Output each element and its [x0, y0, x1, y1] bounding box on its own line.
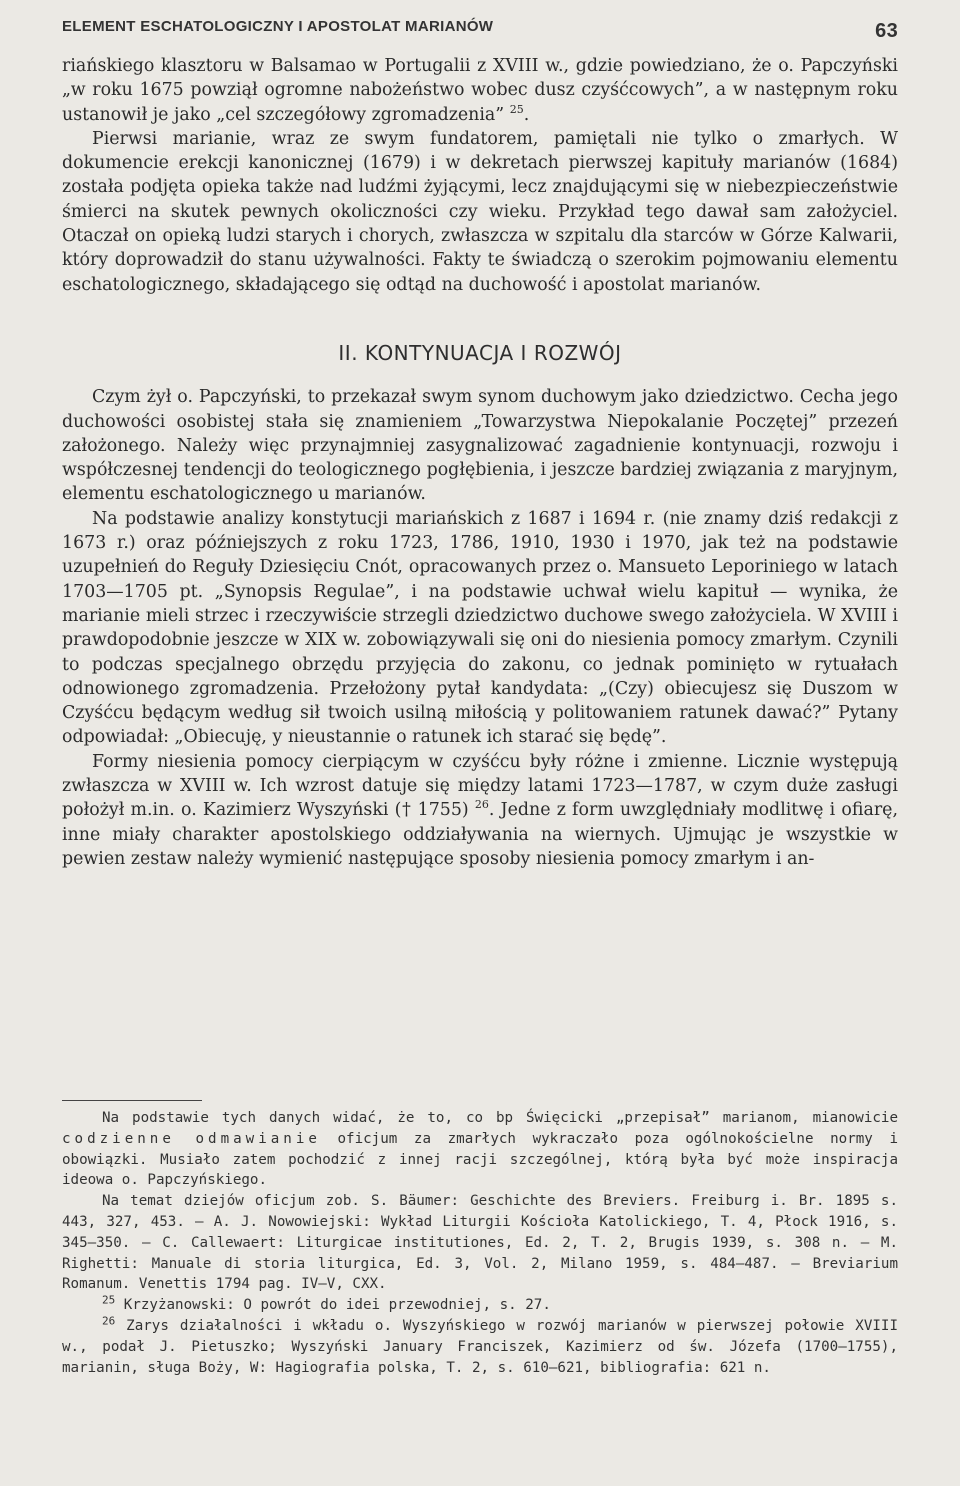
paragraph [62, 54, 898, 127]
paragraph: Czym żył o. Papczyński, to przekazał swym synom duchowym jako dziedzictwo. Cecha jego duchowości osobistej stała się znamieniem „Towarzystwa Niepokalanie Poczętej” przezeń założonego. Należy więc przynajmniej zasygnalizować zagadnienie kontynuacji, rozwoju i współczesnej tendencji do teologicznego pogłębienia, i jeszcze bardziej związania z maryjnym, elementu eschatologicznego u marianów. [62, 387, 898, 505]
section-heading: II. KONTYNUACJA I ROZWÓJ [338, 340, 622, 365]
paragraph-text: riańskiego klasztoru w Balsamao w Portugalii z XVIII w., gdzie powiedziano, że o. Papczyński „w roku 1675 powziął ogromne nabożeństwo wobec dusz czyśćcowych”, a w następnym roku ustanowił je jako „cel szczegółowy zgromadzenia” [62, 56, 898, 125]
paragraph: Pierwsi marianie, wraz ze swym fundatorem, pamiętali nie tylko o zmarłych. W dokumencie erekcji kanonicznej (1679) i w dekretach pierwszej kapituły marianów (1684) została podjęta opieka także nad ludźmi żyjącymi, lecz znajdującymi się w niebezpieczeństwie śmierci na skutek pewnych okoliczności czy wieku. Przykład tego dawał sam założyciel. Otaczał on opieką ludzi starych i chorych, zwłaszcza w szpitalu dla starców w Górze Kalwarii, który doprowadził do stanu używalności. Fakty te świadczą o szerokim pojmowaniu elementu eschatologicznego, składającego się odtąd na duchowość i apostolat marianów. [62, 128, 898, 295]
page-number: 63 [875, 20, 898, 42]
footnote-ref-26: 26 [474, 798, 489, 812]
main-text [62, 54, 898, 871]
running-title: ELEMENT ESCHATOLOGICZNY I APOSTOLAT MARIANÓW [62, 18, 494, 35]
paragraph-text: . Jedne z form uwzględniały modlitwę i ofiarę, inne miały charakter apostolskiego oddziaływania na wiernych. Ujmując je wszystkie w pewien zestaw należy wymienić następujące sposoby niesienia pomocy zmarłym i an- [62, 800, 898, 869]
footnote-rule [62, 1100, 202, 1101]
footnotes [62, 1108, 898, 1378]
footnote-continuation: Na temat dziejów oficjum zob. S. Bäumer: Geschichte des Breviers. Freiburg i. Br. 1895 s. 443, 327, 453. — A. J. Nowowiejski: Wykład Liturgii Kościoła Katolickiego, T. 4, Płock 1916, s. 345—350. — C. Callewaert: Liturgicae institutiones, Ed. 2, T. 2, Brugis 1939, s. 308 n. — M. Righetti: Manuale di storia liturgica, Ed. 3, Vol. 2, Milano 1959, s. 484—487. — Breviarium Romanum. Venettis 1794 pag. IV—V, CXX. [62, 1193, 898, 1293]
footnote-25 [62, 1295, 898, 1316]
footnote-text: Zarys działalności i wkładu o. Wyszyńskiego w rozwój marianów w pierwszej połowie XVIII w., podał J. Pietuszko; Wyszyński January Franciszek, Kazimierz od św. Józefa (1700—1755), marianin, sługa Boży, W: Hagiografia polska, T. 2, s. 610—621, bibliografia: 621 n. [62, 1317, 898, 1376]
footnote-text: Na podstawie tych danych widać, że to, co bp Święcicki „przepisał” marianom, mianowicie [102, 1110, 898, 1126]
footnote-number: 26 [102, 1314, 116, 1328]
footnote-26 [62, 1316, 898, 1378]
footnote-text: Krzyżanowski: O powrót do idei przewodniej, s. 27. [115, 1297, 551, 1314]
footnote-number: 25 [102, 1293, 116, 1307]
paragraph [62, 750, 898, 871]
paragraph-text: Formy niesienia pomocy cierpiącym w czyśćcu były różne i zmienne. Licznie występują zwłaszcza w XVIII w. Ich wzrost datuje się między latami 1723—1787, w czym duże zasługi położył m.in. o. Kazimierz Wyszyński († 1755) [62, 751, 898, 821]
footnote-ref-25: 25 [509, 102, 524, 116]
footnote-text: oficjum za zmarłych wykraczało poza ogólnokościelne normy i obowiązki. Musiało zatem pochodzić z innej racji szczególnej, którą była być może inspiracja ideowa o. Papczyńskiego. [62, 1130, 898, 1189]
running-header [62, 14, 898, 42]
spaced-emphasis: codzienne odmawianie [62, 1130, 321, 1147]
paragraph: Na podstawie analizy konstytucji mariańskich z 1687 i 1694 r. (nie znamy dziś redakcji z 1673 r.) oraz późniejszych z roku 1723, 1786, 1910, 1930 i 1970, jak też na podstawie uzupełnień do Reguły Dziesięciu Cnót, opracowanych przez o. Mansueto Leporiniego w latach 1703—1705 pt. „Synopsis Regulae”, i na podstawie uchwał wielu kapituł — wynika, że marianie mieli strzec i rzeczywiście strzegli dziedzictwo duchowe swego założyciela. W XVIII i prawdopodobnie jeszcze w XIX w. zobowiązywali się oni do niesienia pomocy zmarłym. Czynili to podczas specjalnego obrzędu przyjęcia do zakonu, co jednak pominięto w rytuałach odnowionego zgromadzenia. Przełożony pytał kandydata: „(Czy) obiecujesz się Duszom w Czyśćcu będącym według sił twoich usilną miłością y politowaniem ratunek dawać?” Pytany odpowiadał: „Obiecuję, y nieustannie o ratunek ich starać się będę”. [62, 508, 898, 748]
footnote-continuation [62, 1108, 898, 1191]
paragraph-text: . [523, 104, 530, 125]
